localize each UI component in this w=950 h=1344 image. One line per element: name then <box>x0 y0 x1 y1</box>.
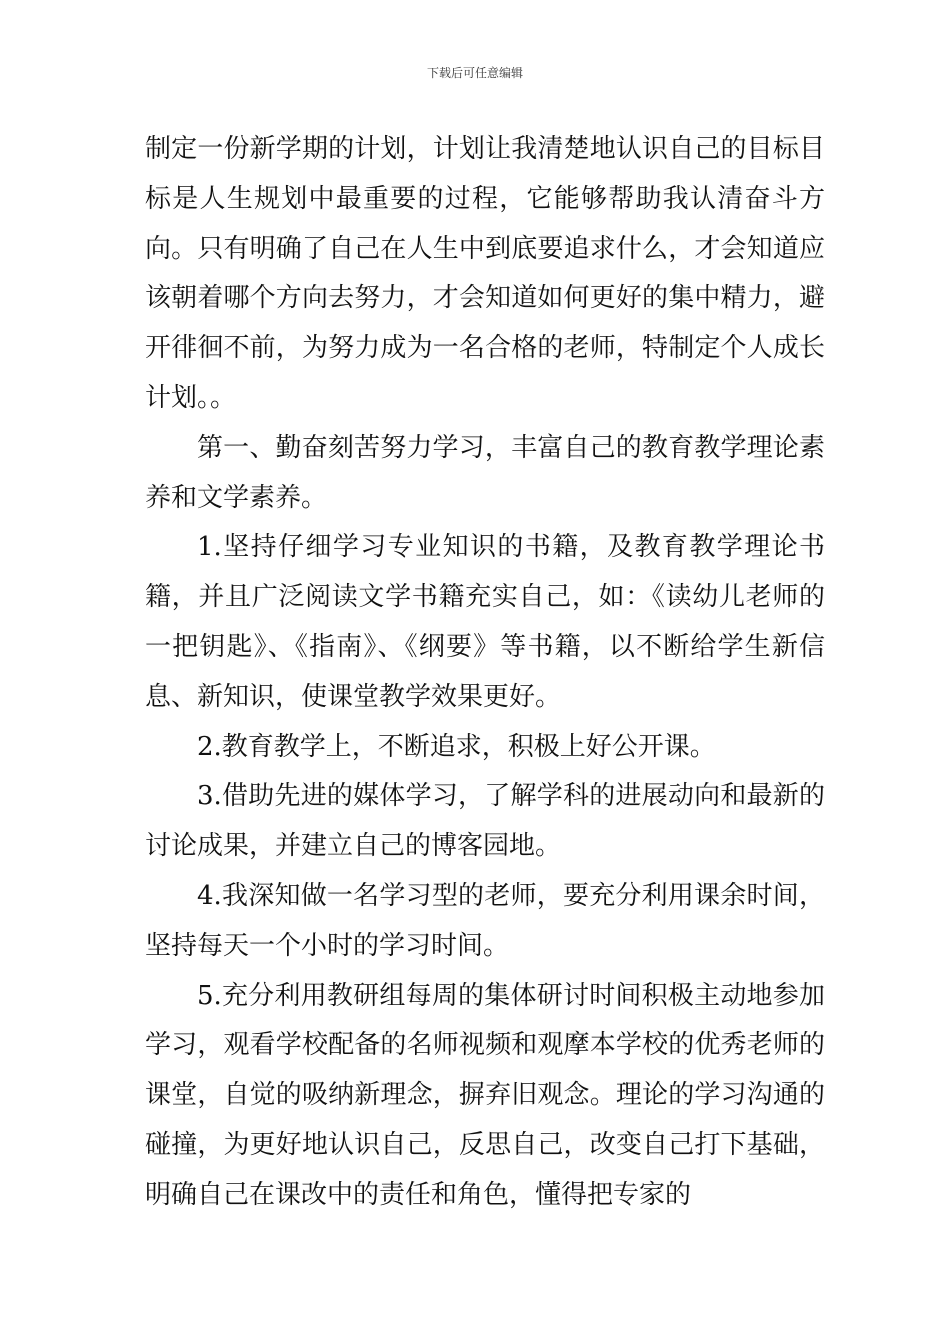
document-body <box>145 125 825 1221</box>
paragraph-item-2: 2.教育教学上，不断追求，积极上好公开课。 <box>197 731 716 762</box>
page-header: 下载后可任意编辑 <box>426 66 523 80</box>
paragraph-item-5: 5.充分利用教研组每周的集体研讨时间积极主动地参加学习，观看学校配备的名师视频和观摩本学校的优秀老师的课堂，自觉的吸纳新理念，摒弃旧观念。理论的学习沟通的碰撞，为更好地认识自己，反思自己，改变自己打下基础，明确自己在课改中的责任和角色，懂得把专家的 <box>145 980 825 1210</box>
paragraph-item-3: 3.借助先进的媒体学习，了解学科的进展动向和最新的讨论成果，并建立自己的博客园地。 <box>145 781 825 862</box>
paragraph-section-one: 第一、勤奋刻苦努力学习，丰富自己的教育教学理论素养和文学素养。 <box>145 432 825 513</box>
paragraph-intro: 制定一份新学期的计划，计划让我清楚地认识自己的目标目标是人生规划中最重要的过程，它能够帮助我认清奋斗方向。只有明确了自己在人生中到底要追求什么，才会知道应该朝着哪个方向去努力，才会知道如何更好的集中精力，避开徘徊不前，为努力成为一名合格的老师，特制定个人成长计划。。 <box>145 134 825 413</box>
paragraph-item-4: 4.我深知做一名学习型的老师，要充分利用课余时间，坚持每天一个小时的学习时间。 <box>145 880 825 961</box>
paragraph-item-1: 1.坚持仔细学习专业知识的书籍，及教育教学理论书籍，并且广泛阅读文学书籍充实自己，如：《读幼儿老师的一把钥匙》、《指南》、《纲要》等书籍，以不断给学生新信息、新知识，使课堂教学效果更好。 <box>145 532 825 712</box>
